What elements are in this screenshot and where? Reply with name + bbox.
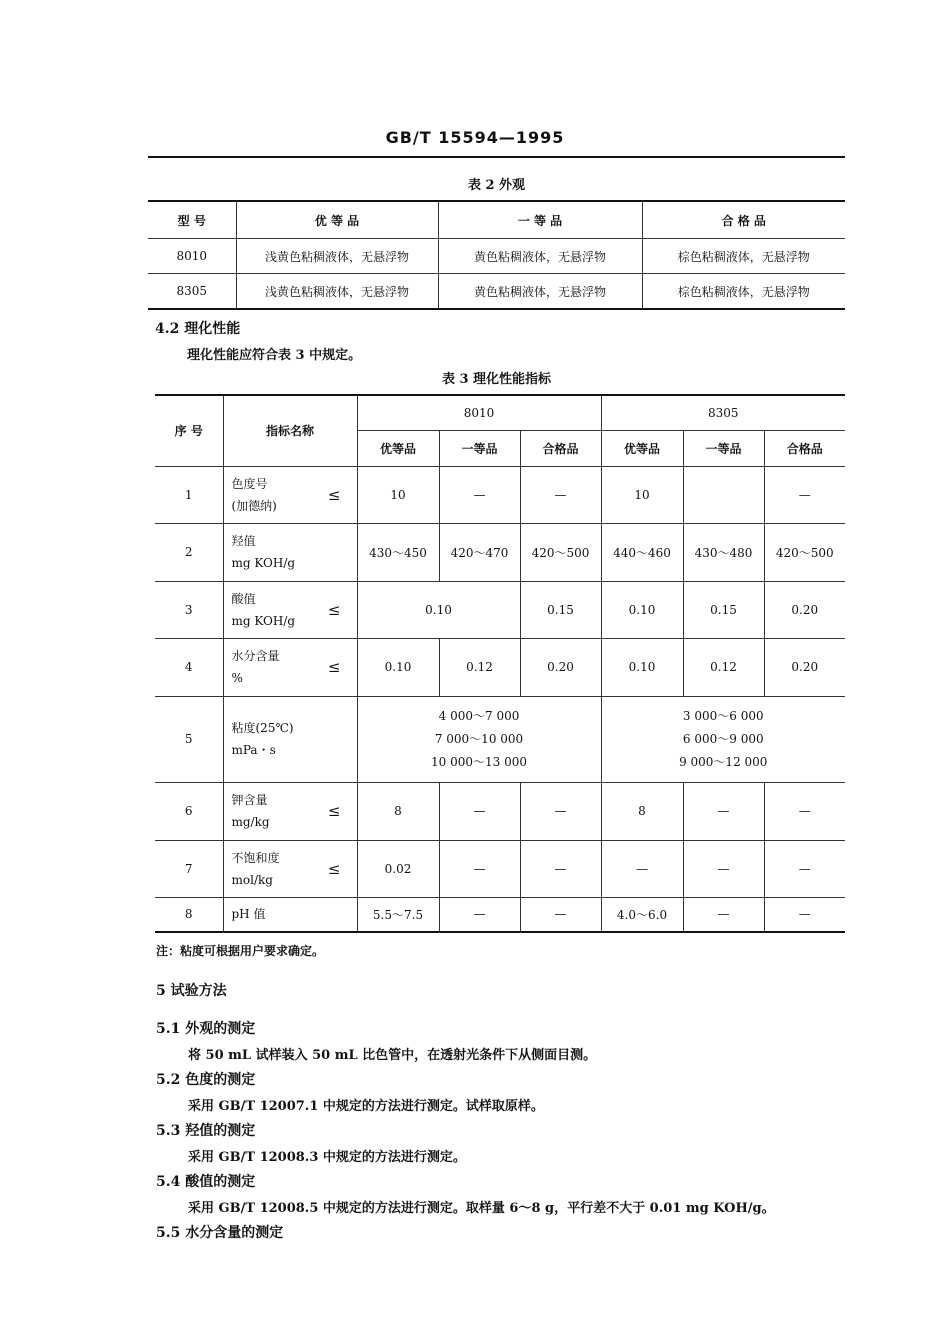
table2-header-cell: 一 等 品 xyxy=(438,201,642,239)
indicator-unit: mg KOH/g xyxy=(231,556,296,570)
table3-dash-cell: — xyxy=(764,466,845,523)
table3-value-cell: 0.15 xyxy=(520,581,601,638)
table3-indicator-cell xyxy=(223,840,357,897)
section-5-4-heading: 5.4 酸值的测定 xyxy=(156,1174,256,1190)
table3-indicator-cell xyxy=(223,638,357,696)
table3-value-cell: 0.20 xyxy=(764,638,845,696)
table3-seq-cell: 1 xyxy=(155,466,223,523)
table3-seq-cell: 8 xyxy=(155,897,223,932)
table3-indicator-cell xyxy=(223,696,357,782)
table-row xyxy=(155,466,845,523)
table3-seq-header: 序 号 xyxy=(155,395,223,466)
table3-grade-header: 优等品 xyxy=(357,430,439,466)
table3-value-cell: 0.15 xyxy=(683,581,764,638)
viscosity-range: 3 000～6 000 xyxy=(682,708,764,723)
viscosity-range: 7 000～10 000 xyxy=(434,731,524,746)
table2-appearance xyxy=(148,200,845,310)
section-5-2-heading: 5.2 色度的测定 xyxy=(156,1072,256,1088)
table3-caption: 表 3 理化性能指标 xyxy=(441,372,552,387)
indicator-unit: % xyxy=(231,671,243,685)
table-row xyxy=(148,239,845,274)
table3-grade-header: 合格品 xyxy=(520,430,601,466)
table3-indicator-cell xyxy=(223,897,357,932)
table-row xyxy=(155,897,845,932)
table3-value-cell: 0.20 xyxy=(520,638,601,696)
table3-dash-cell: — xyxy=(683,897,764,932)
table3-empty-cell xyxy=(683,466,764,523)
section-5-2-text: 采用 GB/T 12007.1 中规定的方法进行测定。试样取原样。 xyxy=(188,1099,544,1114)
table3-value-cell: 0.10 xyxy=(601,581,683,638)
indicator-name: 色度号 xyxy=(231,476,268,491)
section-5-4-text: 采用 GB/T 12008.5 中规定的方法进行测定。取样量 6～8 g，平行差不大于 0.01 mg KOH/g。 xyxy=(188,1201,775,1216)
table2-cell: 棕色粘稠液体，无悬浮物 xyxy=(642,274,845,310)
table3-value-cell: 420～500 xyxy=(520,523,601,581)
table3-model-8305-header: 8305 xyxy=(601,395,845,430)
table3-grade-header: 一等品 xyxy=(439,430,520,466)
table3-seq-cell: 7 xyxy=(155,840,223,897)
table3-value-cell: 0.12 xyxy=(439,638,520,696)
table3-value-cell: 0.02 xyxy=(357,840,439,897)
indicator-unit: (加德纳) xyxy=(231,498,277,513)
table3-value-cell: 0.10 xyxy=(357,581,520,638)
table-row xyxy=(155,840,845,897)
indicator-name: 不饱和度 xyxy=(231,850,280,865)
table2-cell: 黄色粘稠液体，无悬浮物 xyxy=(438,239,642,274)
table-row xyxy=(155,696,845,782)
table3-value-cell: 8 xyxy=(357,782,439,840)
table3-dash-cell: — xyxy=(683,840,764,897)
table2-cell: 8305 xyxy=(148,274,236,310)
indicator-name: 水分含量 xyxy=(231,649,280,663)
table3-dash-cell: — xyxy=(439,897,520,932)
table3-value-cell: 10 xyxy=(357,466,439,523)
indicator-unit: mol/kg xyxy=(231,872,273,887)
table3-dash-cell: — xyxy=(764,840,845,897)
table3-value-cell: 0.12 xyxy=(683,638,764,696)
indicator-name: 钾含量 xyxy=(231,793,268,807)
table3-value-cell: 10 xyxy=(601,466,683,523)
indicator-unit: mg/kg xyxy=(231,815,270,829)
indicator-name: 羟值 xyxy=(231,534,256,548)
table2-cell: 棕色粘稠液体，无悬浮物 xyxy=(642,239,845,274)
table3-grade-header: 合格品 xyxy=(764,430,845,466)
table3-indicator-cell xyxy=(223,581,357,638)
table3-value-cell: 440～460 xyxy=(601,523,683,581)
le-symbol: ≤ xyxy=(327,658,341,676)
table3-value-cell: 8 xyxy=(601,782,683,840)
viscosity-range: 4 000～7 000 xyxy=(438,708,520,723)
table3-value-cell: 0.10 xyxy=(601,638,683,696)
table3-value-cell: 5.5～7.5 xyxy=(357,897,439,932)
table3-header-row xyxy=(155,395,845,430)
table-row xyxy=(155,581,845,638)
section-5-1-heading: 5.1 外观的测定 xyxy=(156,1021,256,1037)
table2-cell: 黄色粘稠液体，无悬浮物 xyxy=(438,274,642,310)
table2-header-cell: 优 等 品 xyxy=(236,201,438,239)
table3-dash-cell: — xyxy=(439,782,520,840)
table3-value-cell: 4.0～6.0 xyxy=(601,897,683,932)
indicator-name: 酸值 xyxy=(231,591,256,606)
section-4-2-heading: 4.2 理化性能 xyxy=(155,321,241,337)
table3-dash-cell: — xyxy=(520,782,601,840)
table3-model-8010-header: 8010 xyxy=(357,395,601,430)
table-row xyxy=(155,638,845,696)
table2-caption: 表 2 外观 xyxy=(467,178,526,193)
table3-dash-cell: — xyxy=(520,897,601,932)
table3-viscosity-8305-cell xyxy=(601,696,845,782)
table3-value-cell: 0.10 xyxy=(357,638,439,696)
section-5-5-heading: 5.5 水分含量的测定 xyxy=(156,1225,284,1241)
table3-indicator-cell xyxy=(223,782,357,840)
le-symbol: ≤ xyxy=(327,802,341,820)
section-4-2-text: 理化性能应符合表 3 中规定。 xyxy=(187,348,362,363)
table3-value-cell: 420～500 xyxy=(764,523,845,581)
table3-dash-cell: — xyxy=(520,466,601,523)
table3-indicator-cell xyxy=(223,523,357,581)
viscosity-range: 6 000～9 000 xyxy=(682,731,764,746)
viscosity-range: 10 000～13 000 xyxy=(431,754,527,769)
table2-header-cell: 合 格 品 xyxy=(642,201,845,239)
table2-cell: 浅黄色粘稠液体，无悬浮物 xyxy=(236,239,438,274)
table3-seq-cell: 2 xyxy=(155,523,223,581)
table3-dash-cell: — xyxy=(764,897,845,932)
table3-seq-cell: 3 xyxy=(155,581,223,638)
table3-properties xyxy=(155,394,845,933)
section-5-heading: 5 试验方法 xyxy=(156,983,227,999)
table3-name-header: 指标名称 xyxy=(223,395,357,466)
table3-seq-cell: 6 xyxy=(155,782,223,840)
section-5-3-text: 采用 GB/T 12008.3 中规定的方法进行测定。 xyxy=(188,1150,466,1165)
table3-dash-cell: — xyxy=(764,782,845,840)
indicator-unit: mg KOH/g xyxy=(231,613,296,628)
page-header-title: GB/T 15594—1995 xyxy=(385,128,565,147)
table3-value-cell: 0.20 xyxy=(764,581,845,638)
table-row xyxy=(155,782,845,840)
table2-cell: 8010 xyxy=(148,239,236,274)
table2-header-row xyxy=(148,201,845,239)
table3-seq-cell: 5 xyxy=(155,696,223,782)
indicator-name: pH 值 xyxy=(231,907,266,922)
table3-grade-header: 一等品 xyxy=(683,430,764,466)
viscosity-range: 9 000～12 000 xyxy=(679,754,768,769)
table-row xyxy=(148,274,845,310)
table-row xyxy=(155,523,845,581)
table3-dash-cell: — xyxy=(520,840,601,897)
table3-grade-header: 优等品 xyxy=(601,430,683,466)
table3-indicator-cell xyxy=(223,466,357,523)
le-symbol: ≤ xyxy=(327,485,341,504)
table3-value-cell: 420～470 xyxy=(439,523,520,581)
le-symbol: ≤ xyxy=(327,600,341,619)
table3-dash-cell: — xyxy=(439,466,520,523)
indicator-unit: mPa・s xyxy=(231,743,276,757)
table2-header-cell: 型 号 xyxy=(148,201,236,239)
section-5-3-heading: 5.3 羟值的测定 xyxy=(156,1123,256,1139)
table3-value-cell: 430～480 xyxy=(683,523,764,581)
table2-cell: 浅黄色粘稠液体，无悬浮物 xyxy=(236,274,438,310)
table3-note: 注：粘度可根据用户要求确定。 xyxy=(156,944,325,958)
indicator-name: 粘度(25℃) xyxy=(231,721,294,735)
le-symbol: ≤ xyxy=(327,859,341,878)
table3-dash-cell: — xyxy=(439,840,520,897)
table3-seq-cell: 4 xyxy=(155,638,223,696)
table3-viscosity-8010-cell xyxy=(357,696,601,782)
header-rule xyxy=(148,156,845,158)
table3-dash-cell: — xyxy=(601,840,683,897)
table3-dash-cell: — xyxy=(683,782,764,840)
section-5-1-text: 将 50 mL 试样装入 50 mL 比色管中，在透射光条件下从侧面目测。 xyxy=(188,1048,597,1063)
table3-value-cell: 430～450 xyxy=(357,523,439,581)
